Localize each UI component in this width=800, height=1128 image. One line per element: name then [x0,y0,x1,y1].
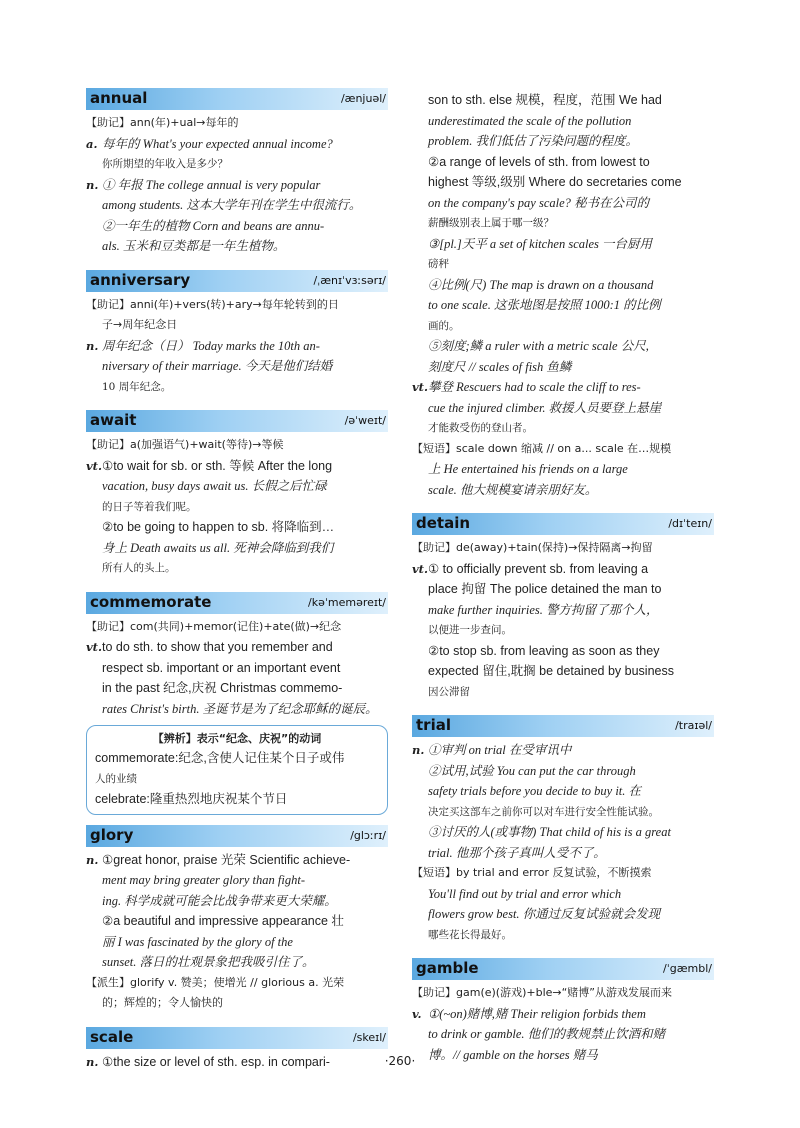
example-line: underestimated the scale of the pollution [428,113,632,128]
headword: detain [416,514,471,532]
example-line: trial. 他那个孩子真叫人受不了。 [428,845,606,860]
example-line: 丽 I was fascinated by the glory of the [102,934,293,949]
definition: ①great honor, praise 光荣 Scientific achieve- [102,852,351,867]
mnemonic: 子→周年纪念日 [102,318,178,331]
entry-annual [86,88,388,257]
example-line: on the company's pay scale? 秘书在公司的 [428,195,650,210]
example-line: ing. 科学成就可能会比战争带来更大荣耀。 [102,893,337,908]
example: ① 年报 The college annual is very popular [102,177,321,192]
entry-gamble [412,958,714,1065]
headword: scale [90,1027,134,1046]
definition: respect sb. important or an important event [102,660,341,675]
headword: trial [416,716,451,734]
pronunciation: /ænjuəl/ [340,92,386,105]
definition: ②a range of levels of sth. from lowest to [428,154,650,169]
definition: ①the size or level of sth. esp. in compari- [102,1054,330,1069]
example-line: rates Christ's birth. 圣诞节是为了纪念耶稣的诞辰。 [102,701,378,716]
example-line: scale. 他大规模宴请亲朋好友。 [428,482,598,497]
translation: 10 周年纪念。 [102,380,172,393]
sense [86,850,388,871]
example: ①审判 on trial 在受审讯中 [428,743,572,757]
example-line: ③[pl.]天平 a set of kitchen scales 一台厨用 [428,236,653,251]
usage-note-line: celebrate:隆重热烈地庆祝某个节日 [95,792,288,806]
page-number: ·260· [384,1054,416,1068]
definition: ②to stop sb. from leaving as soon as they [428,643,660,658]
phrases: 【短语】by trial and error 反复试验，不断摸索 [412,866,652,879]
example-line: to drink or gamble. 他们的教规禁止饮酒和赌 [428,1027,666,1041]
pronunciation: /ˈgæmbl/ [663,962,712,975]
pronunciation: /əˈweɪt/ [344,414,386,427]
translation: 你所期望的年收入是多少？ [102,158,228,170]
translation: 画的。 [428,319,460,332]
example: ①(~on)赌博,赌 Their religion forbids them [428,1006,646,1021]
sense [86,637,388,658]
sense [412,559,714,580]
translation: 薪酬级别表上属于哪一级？ [428,217,554,229]
sense [86,456,388,477]
example-line: 刻度尺 // scales of fish 鱼鳞 [428,359,572,374]
entry-header [86,270,388,292]
part-of-speech: n. [412,743,425,757]
part-of-speech: n. [86,177,99,192]
part-of-speech: vt. [412,380,428,394]
part-of-speech: vt. [412,561,428,576]
part-of-speech: a. [86,136,98,151]
part-of-speech: n. [86,1054,99,1069]
example-line: niversary of their marriage. 今天是他们结婚 [102,359,333,373]
entry-anniversary [86,270,388,398]
sense [412,1004,714,1025]
translation: 才能救受伤的登山者。 [428,422,533,434]
example-line: ⑤刻度;鳞 a ruler with a metric scale 公尺, [428,339,649,353]
example-line: ③讨厌的人(或事物) That child of his is a great [428,825,671,839]
translation: 哪些花长得最好。 [428,928,512,941]
entry-header [86,410,388,432]
definition: ②to be going to happen to sb. 将降临到… [102,520,335,534]
translation: 所有人的头上。 [102,562,176,574]
translation: 以便进一步查问。 [428,624,512,636]
example: 周年纪念（日） Today marks the 10th an- [102,338,320,353]
example-line: You'll find out by trial and error which [428,886,622,901]
example-line: safety trials before you decide to buy it. 在 [428,784,642,798]
example-line: 身上 Death awaits us all. 死神会降临到我们 [102,540,334,555]
pronunciation: /traɪəl/ [675,719,712,732]
usage-note-box [86,725,388,815]
left-column [86,88,388,1085]
entry-header [86,1027,388,1049]
translation: 决定买这部车之前你可以对车进行安全性能试验。 [428,805,659,818]
mnemonic: 【助记】de(away)+tain(保持)→保持隔离→拘留 [412,541,653,554]
definition: ②a beautiful and impressive appearance 壮 [102,914,344,928]
entry-header [412,513,714,535]
entry-scale-continued [412,90,714,500]
definition: ① to officially prevent sb. from leaving a [428,561,649,576]
entry-trial [412,715,714,945]
example-line: make further inquiries. 警方拘留了那个人， [428,602,659,617]
definition: place 拘留 The police detained the man to [428,582,662,596]
example-line: vacation, busy days await us. 长假之后忙碌 [102,479,327,493]
entry-header [412,715,714,737]
example-line: ④比例(尺) The map is drawn on a thousand [428,277,654,292]
example-line: to one scale. 这张地图是按照 1000:1 的比例 [428,298,661,312]
part-of-speech: vt. [86,458,102,473]
example-line: problem. 我们低估了污染问题的程度。 [428,134,638,148]
sense [86,134,388,155]
usage-note-title: 【辨析】表示“纪念、庆祝”的动词 [152,732,322,745]
pronunciation: /dɪˈteɪn/ [668,517,712,530]
headword: gamble [416,959,479,977]
mnemonic: 【助记】gam(e)(游戏)+ble→“赌博”从游戏发展而来 [412,986,673,999]
entry-header [86,592,388,614]
sense [86,175,388,196]
derivatives: 【派生】glorify v. 赞美；使增光 // glorious a. 光荣 [86,975,345,989]
definition: son to sth. else 规模，程度，范围 We had [428,93,662,107]
headword: annual [90,89,148,107]
translation: 磅秤 [428,258,449,270]
pronunciation: /glɔːrɪ/ [350,828,386,842]
headword: glory [90,825,134,844]
pronunciation: /ˌænɪˈvɜːsərɪ/ [313,273,386,287]
mnemonic: 【助记】a(加强语气)+wait(等待)→等候 [86,438,284,451]
entry-commemorate [86,592,388,720]
mnemonic: 【助记】anni(年)+vers(转)+ary→每年轮转到的日 [86,297,339,311]
mnemonic: 【助记】ann(年)+ual→每年的 [86,116,239,129]
headword: commemorate [90,592,212,611]
part-of-speech: n. [86,338,99,353]
example-line: flowers grow best. 你通过反复试验就会发现 [428,907,661,921]
part-of-speech: v. [412,1006,422,1021]
example: 攀登 Rescuers had to scale the cliff to res- [428,380,641,394]
part-of-speech: n. [86,852,99,867]
entry-detain [412,513,714,702]
part-of-speech: vt. [86,640,102,654]
definition: to do sth. to show that you remember and [102,640,333,654]
example-line: 博。// gamble on the horses 赌马 [428,1047,598,1062]
entry-header [86,88,388,110]
headword: await [90,411,137,429]
definition: ①to wait for sb. or sth. 等候 After the long [102,458,333,473]
entry-header [412,958,714,980]
example: 每年的 What's your expected annual income? [102,136,333,151]
example-line: ②一年生的植物 Corn and beans are annu- [102,218,325,233]
sense [412,740,714,761]
example-line: cue the injured climber. 救援人员要登上悬崖 [428,400,662,415]
sense [412,377,714,398]
headword: anniversary [90,270,191,289]
usage-note-line: commemorate:纪念,含使人记住某个日子或伟 [95,751,345,765]
definition: highest 等级,级别 Where do secretaries come [428,175,682,189]
definition: in the past 纪念,庆祝 Christmas commemo- [102,681,343,695]
example-line: ment may bring greater glory than fight- [102,873,305,887]
pronunciation: /kəˈmeməreɪt/ [308,595,386,609]
right-column [412,90,714,1078]
example-line: 上 He entertained his friends on a large [428,462,628,476]
derivatives: 的；辉煌的；令人愉快的 [102,996,223,1009]
example-line: ②试用,试验 You can put the car through [428,763,636,778]
sense [86,336,388,357]
example-line: among students. 这本大学年刊在学生中很流行。 [102,198,362,212]
entry-glory [86,825,388,1014]
translation: 的日子等着我们呢。 [102,500,197,513]
usage-note-line: 人的业绩 [95,772,137,785]
definition: expected 留住,耽搁 be detained by business [428,664,674,678]
pronunciation: /skeɪl/ [352,1030,386,1044]
entry-await [86,410,388,579]
phrases: 【短语】scale down 缩减 // on a... scale 在…规模 [412,441,672,455]
translation: 因公滞留 [428,685,470,698]
example-line: als. 玉米和豆类都是一年生植物。 [102,239,286,253]
mnemonic: 【助记】com(共同)+memor(记住)+ate(做)→纪念 [86,619,342,633]
example-line: sunset. 落日的壮观景象把我吸引住了。 [102,955,315,969]
entry-header [86,825,388,847]
